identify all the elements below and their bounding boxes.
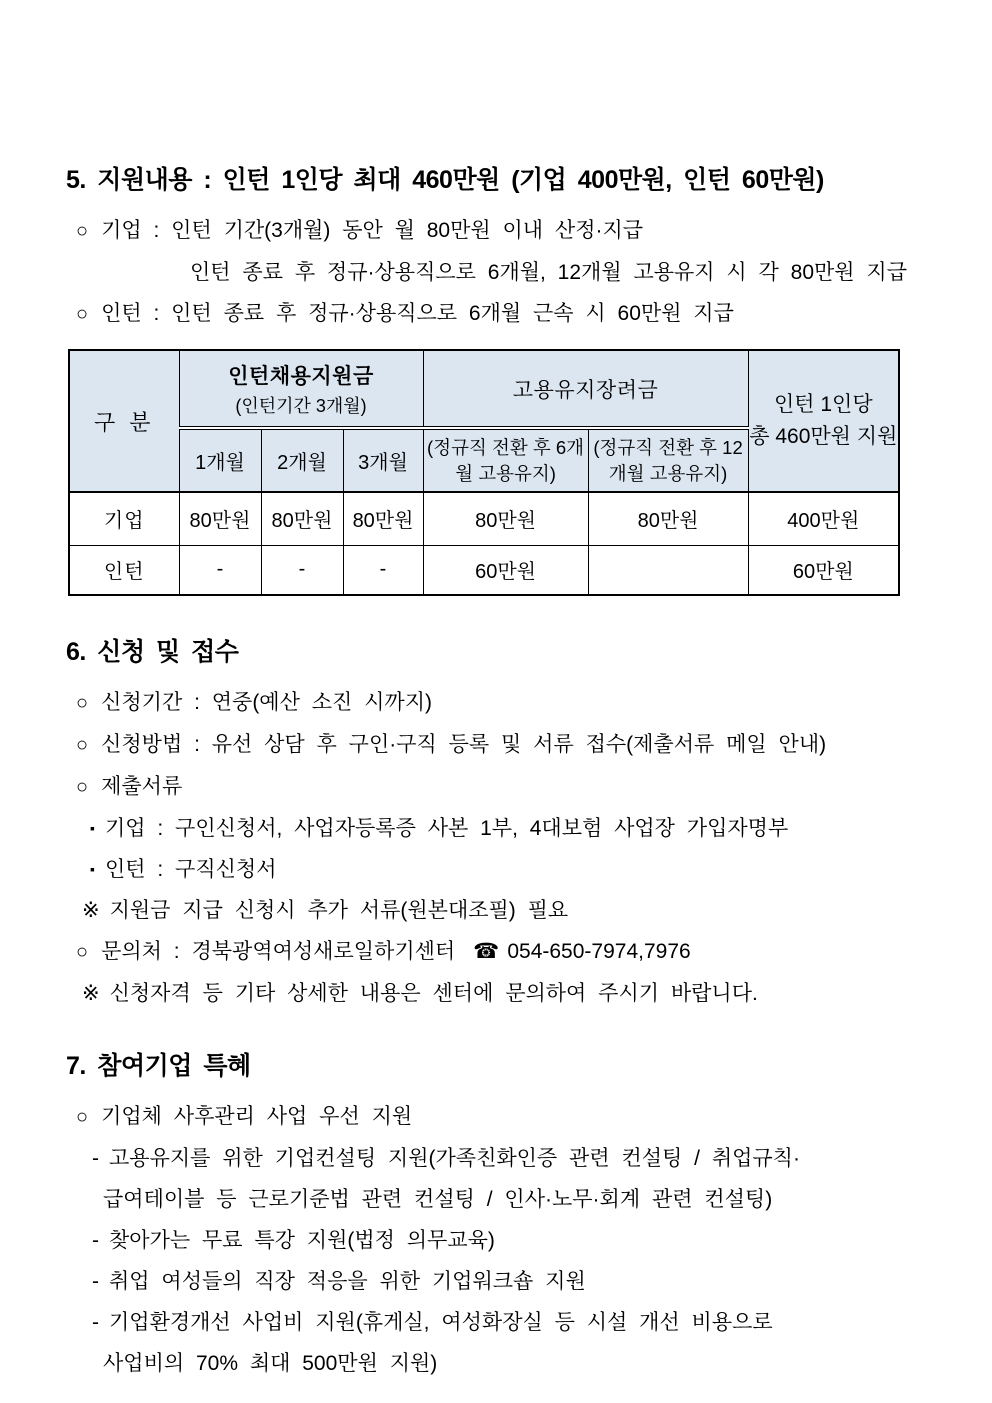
line-facility-support-cont	[66, 1343, 952, 1384]
table-cell: 60만원	[748, 545, 899, 595]
line-text: 취업 여성들의 직장 적응을 위한 기업워크숍 지원	[109, 1270, 586, 1293]
table-cell: 60만원	[423, 545, 588, 595]
line-text: 고용유지를 위한 기업컨설팅 지원(가족친화인증 관련 컨설팅 / 취업규칙·	[109, 1147, 800, 1170]
table-cell: -	[261, 545, 343, 595]
table-header-total	[748, 350, 899, 492]
table-cell: 80만원	[588, 492, 748, 545]
line-free-lecture	[66, 1220, 952, 1261]
table-row-intern	[69, 545, 899, 595]
line-workshop	[66, 1261, 952, 1302]
section-7-heading: 7. 참여기업 특혜	[66, 1052, 251, 1080]
line-text: 기업 : 인턴 기간(3개월) 동안 월 80만원 이내 산정·지급	[101, 219, 644, 242]
line-text: 기업 : 구인신청서, 사업자등록증 사본 1부, 4대보험 사업장 가입자명부	[104, 817, 789, 840]
line-text: 신청기간 : 연중(예산 소진 시까지)	[101, 691, 432, 714]
table-cell	[588, 545, 748, 595]
table-header-month-2: 2개월	[261, 428, 343, 492]
table-cell: 80만원	[423, 492, 588, 545]
table-cell: 80만원	[343, 492, 423, 545]
table-header-intern-grant	[179, 350, 423, 428]
line-text: 지원금 지급 신청시 추가 서류(원본대조필) 필요	[109, 899, 569, 922]
table-cell: 400만원	[748, 492, 899, 545]
table-cell: 80만원	[261, 492, 343, 545]
intern-grant-subtitle: (인턴기간 3개월)	[235, 395, 367, 416]
table-cell: 80만원	[179, 492, 261, 545]
square-bullet: ▪	[90, 820, 95, 836]
line-company-support-cont	[66, 252, 952, 293]
line-additional-documents-note	[66, 890, 952, 931]
reference-mark: ※	[82, 899, 100, 922]
row-label-company: 기업	[69, 492, 179, 545]
table-header-month-1: 1개월	[179, 428, 261, 492]
dash-bullet: -	[92, 1311, 99, 1334]
square-bullet: ▪	[90, 861, 95, 877]
circle-bullet: ○	[76, 734, 89, 756]
circle-bullet: ○	[76, 941, 89, 963]
line-text: 제출서류	[101, 775, 183, 798]
support-amount-table	[68, 349, 900, 596]
table-header-gubun: 구 분	[69, 350, 179, 492]
total-title-line1: 인턴 1인당	[773, 393, 873, 416]
line-text: 사업비의 70% 최대 500만원 지원)	[103, 1352, 438, 1375]
line-intern-documents	[66, 849, 952, 890]
line-application-period	[66, 682, 952, 724]
line-consulting-support	[66, 1138, 952, 1179]
line-required-documents	[66, 766, 952, 808]
table-cell: -	[179, 545, 261, 595]
line-company-support	[66, 210, 952, 252]
dash-bullet: -	[92, 1147, 99, 1170]
table-header-retention-12m: (정규직 전환 후 12개월 고용유지)	[588, 428, 748, 492]
table-header-retention: 고용유지장려금	[423, 350, 748, 428]
line-contact	[66, 931, 952, 973]
line-text: 인턴 종료 후 정규·상용직으로 6개월, 12개월 고용유지 시 각 80만원 지급	[190, 261, 908, 284]
circle-bullet: ○	[76, 776, 89, 798]
line-inquiry-note	[66, 973, 952, 1014]
reference-mark: ※	[82, 982, 100, 1005]
line-intern-support	[66, 293, 952, 335]
line-text: 인턴 : 구직신청서	[104, 858, 277, 881]
circle-bullet: ○	[76, 692, 89, 714]
intern-grant-title: 인턴채용지원금	[228, 364, 374, 388]
line-priority-support	[66, 1096, 952, 1138]
circle-bullet: ○	[76, 1106, 89, 1128]
line-text: 신청방법 : 유선 상담 후 구인·구직 등록 및 서류 접수(제출서류 메일 안내)	[101, 733, 827, 756]
section-5-heading: 5. 지원내용 : 인턴 1인당 최대 460만원 (기업 400만원, 인턴 60만원)	[66, 166, 824, 194]
contact-label: 문의처 : 경북광역여성새로일하기센터	[101, 940, 456, 963]
line-text: 인턴 : 인턴 종료 후 정규·상용직으로 6개월 근속 시 60만원 지급	[101, 302, 734, 325]
line-text: 급여테이블 등 근로기준법 관련 컨설팅 / 인사·노무·회계 관련 컨설팅)	[103, 1188, 773, 1211]
table-header-retention-6m: (정규직 전환 후 6개월 고용유지)	[423, 428, 588, 492]
line-text: 기업체 사후관리 사업 우선 지원	[101, 1105, 413, 1128]
row-label-intern: 인턴	[69, 545, 179, 595]
table-row-company	[69, 492, 899, 545]
total-title-line2: 총 460만원 지원	[749, 425, 898, 448]
line-facility-support	[66, 1302, 952, 1343]
circle-bullet: ○	[76, 303, 89, 325]
dash-bullet: -	[92, 1229, 99, 1252]
phone-number: 054-650-7974,7976	[507, 940, 691, 963]
dash-bullet: -	[92, 1270, 99, 1293]
line-text: 기업환경개선 사업비 지원(휴게실, 여성화장실 등 시설 개선 비용으로	[109, 1311, 773, 1334]
table-cell: -	[343, 545, 423, 595]
line-application-method	[66, 724, 952, 766]
line-text: 신청자격 등 기타 상세한 내용은 센터에 문의하여 주시기 바랍니다.	[109, 982, 758, 1005]
table-header-month-3: 3개월	[343, 428, 423, 492]
line-consulting-support-cont	[66, 1179, 952, 1220]
circle-bullet: ○	[76, 220, 89, 242]
section-6-heading: 6. 신청 및 접수	[66, 638, 239, 666]
phone-icon: ☎	[473, 940, 500, 963]
line-company-documents	[66, 808, 952, 849]
line-text: 찾아가는 무료 특강 지원(법정 의무교육)	[109, 1229, 495, 1252]
